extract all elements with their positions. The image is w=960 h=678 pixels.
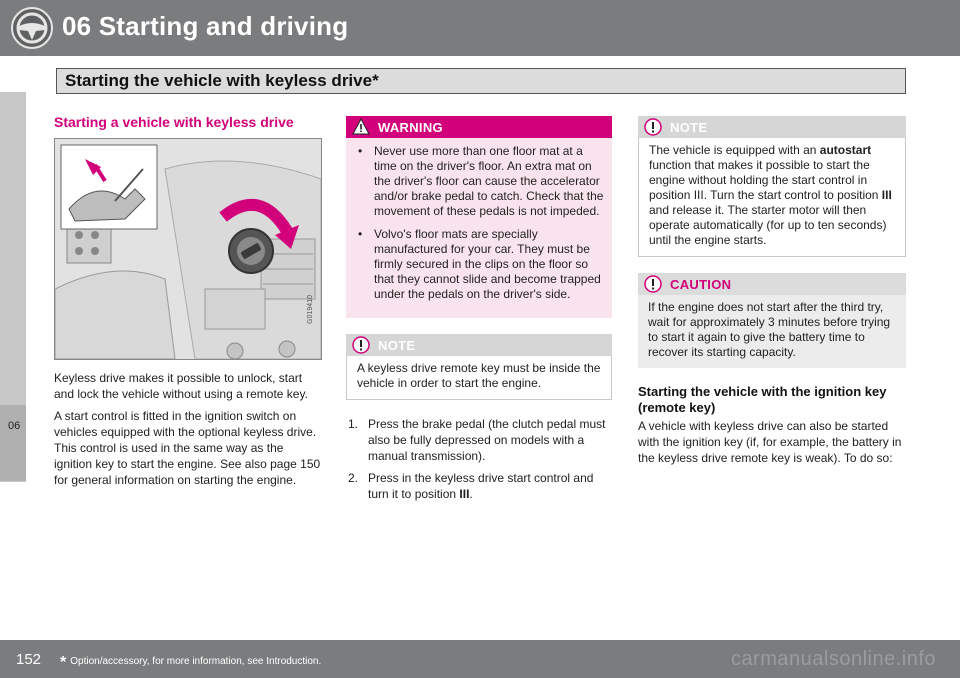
caution-body	[638, 295, 906, 368]
footnote-text: Option/accessory, for more information, see Introduction.	[70, 656, 322, 667]
page-number: 152	[16, 651, 42, 668]
warning-label: WARNING	[378, 119, 443, 135]
caution-label: CAUTION	[670, 276, 732, 292]
watermark: carmanualsonline.info	[730, 648, 936, 670]
column-1	[54, 108, 322, 494]
footnote-star: *	[60, 654, 67, 671]
paragraph: Keyless drive makes it possible to unlock, start and lock the vehicle without using a remote key.	[54, 371, 308, 401]
chapter-tab-marker	[0, 405, 26, 481]
paragraph: A vehicle with keyless drive can also be started with the ignition key (if, for example, the battery in the keyless drive remote key is weak). To do so:	[638, 419, 902, 465]
dashboard-drawing	[55, 139, 321, 359]
chapter-title: 06 Starting and driving	[62, 11, 349, 41]
info-icon	[644, 118, 662, 136]
warning-box	[346, 116, 612, 318]
steering-wheel-icon	[10, 6, 54, 50]
step-text: Press the brake pedal (the clutch pedal must also be fully depressed on models with a manual transmission).	[368, 417, 606, 463]
step-number: 2.	[348, 471, 359, 485]
paragraph: A start control is fitted in the ignition switch on vehicles equipped with the optional keyless drive. This control is used in the same way as the ignition key to start the engine. See also page 150 for general information on starting the engine.	[54, 409, 321, 487]
chapter-tab-number: 06	[8, 420, 21, 432]
note-text: A keyless drive remote key must be inside the vehicle in order to start the engine.	[357, 361, 601, 390]
dashboard-illustration	[54, 138, 322, 360]
page-header	[0, 0, 960, 56]
section-subheading: Starting the vehicle with the ignition key (remote key)	[638, 384, 887, 415]
warning-triangle-icon	[352, 118, 370, 136]
warning-header	[346, 116, 612, 138]
note-body	[638, 138, 906, 257]
note-text: The vehicle is equipped with an autostart function that makes it possible to start the engine without holding the start control in position III. Turn the start control to position III and release it. The starter motor will then operate automatically (for up to ten seconds) until the engine starts.	[649, 143, 892, 247]
note-header	[638, 116, 906, 138]
footer-note	[60, 654, 321, 672]
page-footer	[0, 640, 960, 678]
note-label: NOTE	[378, 337, 416, 353]
note-body	[346, 356, 612, 400]
note-box	[638, 116, 906, 257]
column-3	[638, 116, 906, 472]
note-box	[346, 334, 612, 400]
step-list	[346, 416, 612, 502]
note-label: NOTE	[670, 119, 708, 135]
caution-header	[638, 273, 906, 295]
section-title-bar	[56, 68, 906, 94]
list-item: • Volvo's floor mats are specially manufactured for your car. They must be firmly secured in the clips on the floor so that they cannot slide and become trapped under the pedals on the driver's side.	[354, 227, 604, 302]
step-number: 1.	[348, 417, 359, 431]
note-header	[346, 334, 612, 356]
info-icon	[352, 336, 370, 354]
step-end: .	[469, 487, 473, 501]
column-2	[346, 116, 612, 508]
caution-text: If the engine does not start after the third try, wait for approximately 3 minutes before trying to start it again to give the battery time to recover its starting capacity.	[648, 300, 891, 359]
caution-icon	[644, 275, 662, 293]
caution-box	[638, 273, 906, 368]
figure-code: G019410	[307, 295, 314, 324]
warning-body	[346, 138, 612, 318]
list-item	[346, 470, 612, 502]
list-item: • Never use more than one floor mat at a time on the driver's floor. An extra mat on the driver's floor can cause the accelerator and/or brake pedal to catch. Check that the movement of these pedals is not impeded.	[354, 144, 604, 219]
step-bold: III	[459, 487, 470, 501]
section-heading: Starting a vehicle with keyless drive	[54, 114, 294, 130]
step-text: Press in the keyless drive start control and turn it to position	[368, 471, 594, 501]
list-item	[346, 416, 612, 464]
section-title: Starting the vehicle with keyless drive*	[65, 71, 379, 90]
